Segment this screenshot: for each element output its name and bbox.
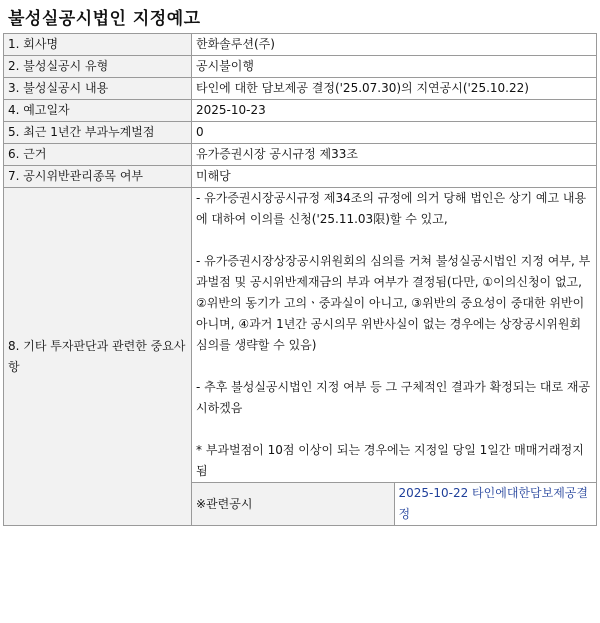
table-row-basis (4, 144, 597, 166)
note-paragraph: * 부과벌점이 10점 이상이 되는 경우에는 지정일 당일 1일간 매매거래정지됨 (196, 443, 584, 478)
managed-item-value: 미해당 (192, 166, 597, 188)
table-row-penalty-points (4, 122, 597, 144)
page-title: 불성실공시법인 지정예고 (8, 9, 201, 29)
note-paragraph: - 추후 불성실공시법인 지정 여부 등 그 구체적인 결과가 확정되는 대로 재공시하겠음 (196, 380, 591, 415)
row-label: 8. 기타 투자판단과 관련한 중요사항 (4, 188, 192, 526)
penalty-points-value: 0 (192, 122, 597, 144)
table-row-notice-date (4, 100, 597, 122)
other-notes-value (192, 188, 597, 483)
company-name-value: 한화솔루션(주) (192, 34, 597, 56)
row-label: 6. 근거 (4, 144, 192, 166)
table-row-violation-type (4, 56, 597, 78)
row-label: 4. 예고일자 (4, 100, 192, 122)
table-row-other-notes (4, 188, 597, 483)
notice-date-value: 2025-10-23 (192, 100, 597, 122)
note-paragraph: - 유가증권시장상장공시위원회의 심의를 거쳐 불성실공시법인 지정 여부, 부과벌점 및 공시위반제재금의 부과 여부가 결정됨(다만, ①이의신청이 없고, ②위반의 동기가 고의ㆍ중과실이 아니고, ③위반의 중요성이 중대한 위반이 아니며, ④과거 1년간 공시의무 위반사실이 없는 경우에는 상장공시위원회 심의를 생략할 수 있음) (196, 254, 591, 352)
table-row-company-name (4, 34, 597, 56)
table-row-managed-item (4, 166, 597, 188)
basis-value: 유가증권시장 공시규정 제33조 (192, 144, 597, 166)
related-disclosure-cell (394, 483, 597, 526)
violation-content-value: 타인에 대한 담보제공 결정('25.07.30)의 지연공시('25.10.22) (192, 78, 597, 100)
related-disclosure-link[interactable]: 2025-10-22 타인에대한담보제공결정 (398, 486, 588, 521)
table-row-violation-content (4, 78, 597, 100)
violation-type-value: 공시불이행 (192, 56, 597, 78)
row-label: 7. 공시위반관리종목 여부 (4, 166, 192, 188)
row-label: 2. 불성실공시 유형 (4, 56, 192, 78)
disclosure-table (3, 33, 597, 526)
row-label: 1. 회사명 (4, 34, 192, 56)
row-label: 3. 불성실공시 내용 (4, 78, 192, 100)
note-paragraph: - 유가증권시장공시규정 제34조의 규정에 의거 당해 법인은 상기 예고 내용에 대하여 이의를 신청('25.11.03限)할 수 있고, (196, 191, 587, 226)
related-disclosure-label: ※관련공시 (192, 483, 395, 526)
row-label: 5. 최근 1년간 부과누계벌점 (4, 122, 192, 144)
